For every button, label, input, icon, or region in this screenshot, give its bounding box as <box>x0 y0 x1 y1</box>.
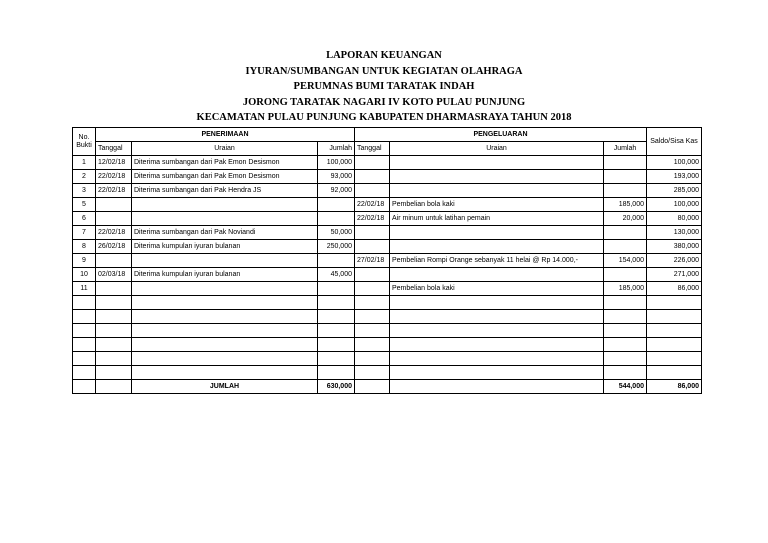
table-row <box>73 338 702 352</box>
row-out-uraian: Pembelian Rompi Orange sebanyak 11 helai @ Rp 14.000,- <box>390 254 604 268</box>
row-in-jumlah: 93,000 <box>318 170 355 184</box>
row-out-jumlah <box>604 324 647 338</box>
table-row <box>73 324 702 338</box>
row-in-jumlah: 92,000 <box>318 184 355 198</box>
total-row <box>73 380 702 394</box>
row-in-tanggal: 02/03/18 <box>96 268 132 282</box>
row-out-uraian <box>390 170 604 184</box>
row-in-tanggal <box>96 352 132 366</box>
header-saldo: Saldo/Sisa Kas <box>647 128 702 156</box>
row-out-uraian <box>390 338 604 352</box>
row-in-tanggal: 22/02/18 <box>96 170 132 184</box>
table-row <box>73 352 702 366</box>
header-no-bukti: No. Bukti <box>73 128 96 156</box>
row-out-jumlah <box>604 184 647 198</box>
row-in-uraian <box>132 310 318 324</box>
total-saldo: 86,000 <box>647 380 702 394</box>
row-no: 6 <box>73 212 96 226</box>
row-out-tanggal <box>355 156 390 170</box>
row-out-tanggal <box>355 240 390 254</box>
row-no: 7 <box>73 226 96 240</box>
row-no <box>73 366 96 380</box>
row-in-tanggal: 12/02/18 <box>96 156 132 170</box>
row-in-tanggal <box>96 310 132 324</box>
header-pengeluaran: PENGELUARAN <box>355 128 647 142</box>
row-in-tanggal <box>96 296 132 310</box>
row-out-tanggal <box>355 296 390 310</box>
row-no: 5 <box>73 198 96 212</box>
row-out-jumlah <box>604 240 647 254</box>
row-in-jumlah <box>318 338 355 352</box>
row-saldo <box>647 338 702 352</box>
table-row <box>73 198 702 212</box>
row-in-uraian: Diterima kumpulan iyuran bulanan <box>132 240 318 254</box>
total-out-tanggal <box>355 380 390 394</box>
row-out-jumlah <box>604 310 647 324</box>
row-out-jumlah: 185,000 <box>604 282 647 296</box>
row-in-tanggal: 26/02/18 <box>96 240 132 254</box>
ledger-table <box>72 127 702 394</box>
row-out-tanggal <box>355 352 390 366</box>
report-subtitle: IYURAN/SUMBANGAN UNTUK KEGIATAN OLAHRAGA <box>245 65 523 77</box>
row-in-tanggal: 22/02/18 <box>96 184 132 198</box>
row-in-tanggal <box>96 212 132 226</box>
row-in-jumlah: 45,000 <box>318 268 355 282</box>
row-saldo: 130,000 <box>647 226 702 240</box>
row-in-uraian: Diterima sumbangan dari Pak Emon Desismon <box>132 170 318 184</box>
row-out-uraian <box>390 366 604 380</box>
row-out-tanggal <box>355 184 390 198</box>
table-row <box>73 366 702 380</box>
total-in-jumlah: 630,000 <box>318 380 355 394</box>
total-label: JUMLAH <box>132 380 318 394</box>
row-in-uraian: Diterima sumbangan dari Pak Emon Desismon <box>132 156 318 170</box>
row-out-uraian: Air minum untuk latihan pemain <box>390 212 604 226</box>
row-in-uraian <box>132 296 318 310</box>
row-out-uraian <box>390 296 604 310</box>
total-in-tanggal <box>96 380 132 394</box>
header-row-top <box>73 128 702 142</box>
row-in-tanggal <box>96 282 132 296</box>
row-out-jumlah <box>604 170 647 184</box>
row-out-uraian <box>390 324 604 338</box>
row-no: 1 <box>73 156 96 170</box>
report-district: KECAMATAN PULAU PUNJUNG KABUPATEN DHARMASRAYA TAHUN 2018 <box>196 112 572 123</box>
row-in-uraian <box>132 338 318 352</box>
row-no: 3 <box>73 184 96 198</box>
row-no: 2 <box>73 170 96 184</box>
row-in-tanggal: 22/02/18 <box>96 226 132 240</box>
table-row <box>73 170 702 184</box>
row-saldo <box>647 310 702 324</box>
row-no: 8 <box>73 240 96 254</box>
row-no <box>73 352 96 366</box>
row-in-jumlah <box>318 310 355 324</box>
row-no <box>73 338 96 352</box>
row-no <box>73 296 96 310</box>
row-in-jumlah <box>318 352 355 366</box>
row-in-jumlah <box>318 198 355 212</box>
row-out-jumlah <box>604 366 647 380</box>
row-out-tanggal: 22/02/18 <box>355 198 390 212</box>
table-row <box>73 310 702 324</box>
row-saldo <box>647 352 702 366</box>
row-in-uraian <box>132 212 318 226</box>
row-in-jumlah: 100,000 <box>318 156 355 170</box>
row-saldo <box>647 366 702 380</box>
row-in-jumlah <box>318 212 355 226</box>
row-no <box>73 324 96 338</box>
header-out-uraian: Uraian <box>390 142 604 156</box>
row-in-tanggal <box>96 254 132 268</box>
row-in-uraian <box>132 282 318 296</box>
row-out-tanggal <box>355 282 390 296</box>
row-saldo: 271,000 <box>647 268 702 282</box>
total-no <box>73 380 96 394</box>
row-saldo: 380,000 <box>647 240 702 254</box>
row-in-jumlah: 250,000 <box>318 240 355 254</box>
report-title-block <box>0 48 768 126</box>
row-in-jumlah <box>318 366 355 380</box>
row-out-uraian <box>390 184 604 198</box>
row-out-uraian <box>390 310 604 324</box>
row-out-tanggal <box>355 338 390 352</box>
row-out-uraian <box>390 226 604 240</box>
total-out-jumlah: 544,000 <box>604 380 647 394</box>
row-out-jumlah <box>604 226 647 240</box>
table-row <box>73 268 702 282</box>
row-out-tanggal <box>355 170 390 184</box>
row-out-jumlah <box>604 296 647 310</box>
row-no: 11 <box>73 282 96 296</box>
row-out-jumlah <box>604 352 647 366</box>
row-in-tanggal <box>96 366 132 380</box>
row-in-jumlah <box>318 324 355 338</box>
row-saldo <box>647 324 702 338</box>
row-in-uraian: Diterima sumbangan dari Pak Hendra JS <box>132 184 318 198</box>
row-in-tanggal <box>96 198 132 212</box>
row-out-jumlah <box>604 268 647 282</box>
row-out-jumlah: 154,000 <box>604 254 647 268</box>
row-out-jumlah <box>604 338 647 352</box>
row-no: 9 <box>73 254 96 268</box>
row-out-jumlah: 185,000 <box>604 198 647 212</box>
row-out-tanggal <box>355 268 390 282</box>
row-no <box>73 310 96 324</box>
report-village: JORONG TARATAK NAGARI IV KOTO PULAU PUNJUNG <box>242 96 526 108</box>
table-row <box>73 212 702 226</box>
report-title: LAPORAN KEUANGAN <box>326 50 442 61</box>
header-in-jumlah: Jumlah <box>318 142 355 156</box>
row-saldo: 100,000 <box>647 156 702 170</box>
header-in-uraian: Uraian <box>132 142 318 156</box>
row-in-uraian <box>132 366 318 380</box>
row-saldo: 86,000 <box>647 282 702 296</box>
table-row <box>73 282 702 296</box>
report-housing: PERUMNAS BUMI TARATAK INDAH <box>293 81 475 92</box>
row-in-uraian: Diterima kumpulan iyuran bulanan <box>132 268 318 282</box>
header-out-tanggal: Tanggal <box>355 142 390 156</box>
row-out-tanggal: 27/02/18 <box>355 254 390 268</box>
header-out-jumlah: Jumlah <box>604 142 647 156</box>
row-out-uraian: Pembelian bola kaki <box>390 282 604 296</box>
row-in-uraian <box>132 198 318 212</box>
row-out-uraian <box>390 156 604 170</box>
table-row <box>73 184 702 198</box>
table-row <box>73 156 702 170</box>
row-saldo: 285,000 <box>647 184 702 198</box>
table-row <box>73 226 702 240</box>
row-no: 10 <box>73 268 96 282</box>
row-out-uraian <box>390 352 604 366</box>
row-out-jumlah: 20,000 <box>604 212 647 226</box>
header-row-sub <box>73 142 702 156</box>
row-in-uraian <box>132 324 318 338</box>
row-out-jumlah <box>604 156 647 170</box>
row-in-uraian <box>132 254 318 268</box>
total-out-uraian <box>390 380 604 394</box>
table-row <box>73 240 702 254</box>
row-saldo: 80,000 <box>647 212 702 226</box>
row-in-tanggal <box>96 338 132 352</box>
row-out-tanggal <box>355 226 390 240</box>
row-in-jumlah <box>318 282 355 296</box>
row-out-tanggal <box>355 324 390 338</box>
row-saldo: 193,000 <box>647 170 702 184</box>
row-in-uraian <box>132 352 318 366</box>
header-in-tanggal: Tanggal <box>96 142 132 156</box>
row-saldo <box>647 296 702 310</box>
row-saldo: 100,000 <box>647 198 702 212</box>
row-out-uraian <box>390 240 604 254</box>
row-out-tanggal <box>355 310 390 324</box>
row-saldo: 226,000 <box>647 254 702 268</box>
row-in-uraian: Diterima sumbangan dari Pak Noviandi <box>132 226 318 240</box>
row-out-tanggal: 22/02/18 <box>355 212 390 226</box>
row-in-jumlah <box>318 254 355 268</box>
header-penerimaan: PENERIMAAN <box>96 128 355 142</box>
row-in-tanggal <box>96 324 132 338</box>
row-in-jumlah: 50,000 <box>318 226 355 240</box>
row-out-uraian <box>390 268 604 282</box>
row-in-jumlah <box>318 296 355 310</box>
row-out-tanggal <box>355 366 390 380</box>
row-out-uraian: Pembelian bola kaki <box>390 198 604 212</box>
table-row <box>73 254 702 268</box>
table-row <box>73 296 702 310</box>
